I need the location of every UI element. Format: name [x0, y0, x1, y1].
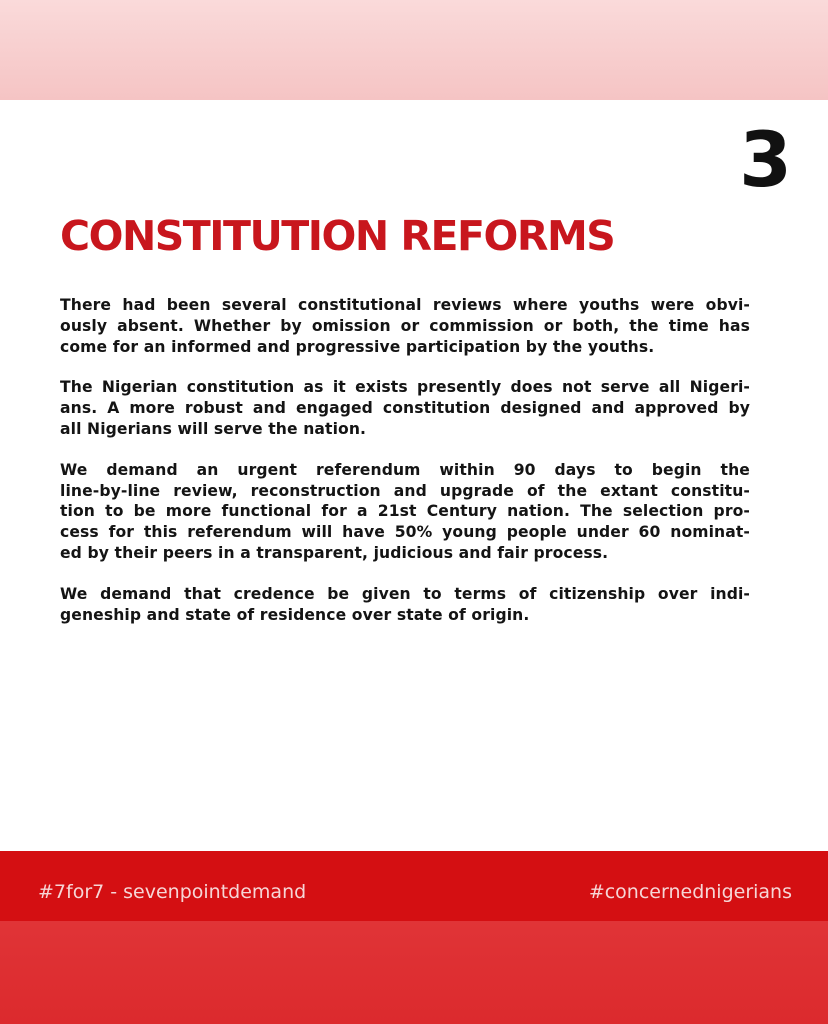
text-line: all Nigerians will serve the nation.: [60, 419, 367, 438]
paragraph-1: [60, 295, 750, 357]
text-line: tion to be more functional for a 21st Century nation. The selection pro-: [60, 502, 750, 521]
text-line: ans. A more robust and engaged constitution designed and approved by: [60, 399, 750, 418]
paragraph-3: [60, 460, 750, 564]
page-title: CONSTITUTION REFORMS: [60, 212, 615, 260]
bottom-red-band: [0, 921, 828, 1024]
text-line: The Nigerian constitution as it exists presently does not serve all Nigeri-: [60, 378, 750, 397]
text-line: ously absent. Whether by omission or commission or both, the time has: [60, 316, 750, 335]
hashtag-sevenpointdemand: #7for7 - sevenpointdemand: [38, 881, 307, 903]
text-line: We demand an urgent referendum within 90 days to begin the: [60, 460, 750, 479]
text-line: come for an informed and progressive participation by the youths.: [60, 337, 655, 356]
text-line: geneship and state of residence over state of origin.: [60, 605, 530, 624]
hashtag-concernednigerians: #concernednigerians: [588, 881, 792, 903]
text-line: cess for this referendum will have 50% young people under 60 nominat-: [60, 523, 750, 542]
text-line: We demand that credence be given to terms of citizenship over indi-: [60, 584, 750, 603]
text-line: line-by-line review, reconstruction and upgrade of the extant constitu-: [60, 481, 750, 500]
paragraph-4: [60, 584, 750, 626]
body-text: [60, 295, 750, 645]
top-pink-band: [0, 0, 828, 100]
text-line: ed by their peers in a transparent, judicious and fair process.: [60, 543, 609, 562]
page-number: 3: [739, 115, 792, 204]
text-line: There had been several constitutional reviews where youths were obvi-: [60, 296, 750, 314]
paragraph-2: [60, 377, 750, 439]
